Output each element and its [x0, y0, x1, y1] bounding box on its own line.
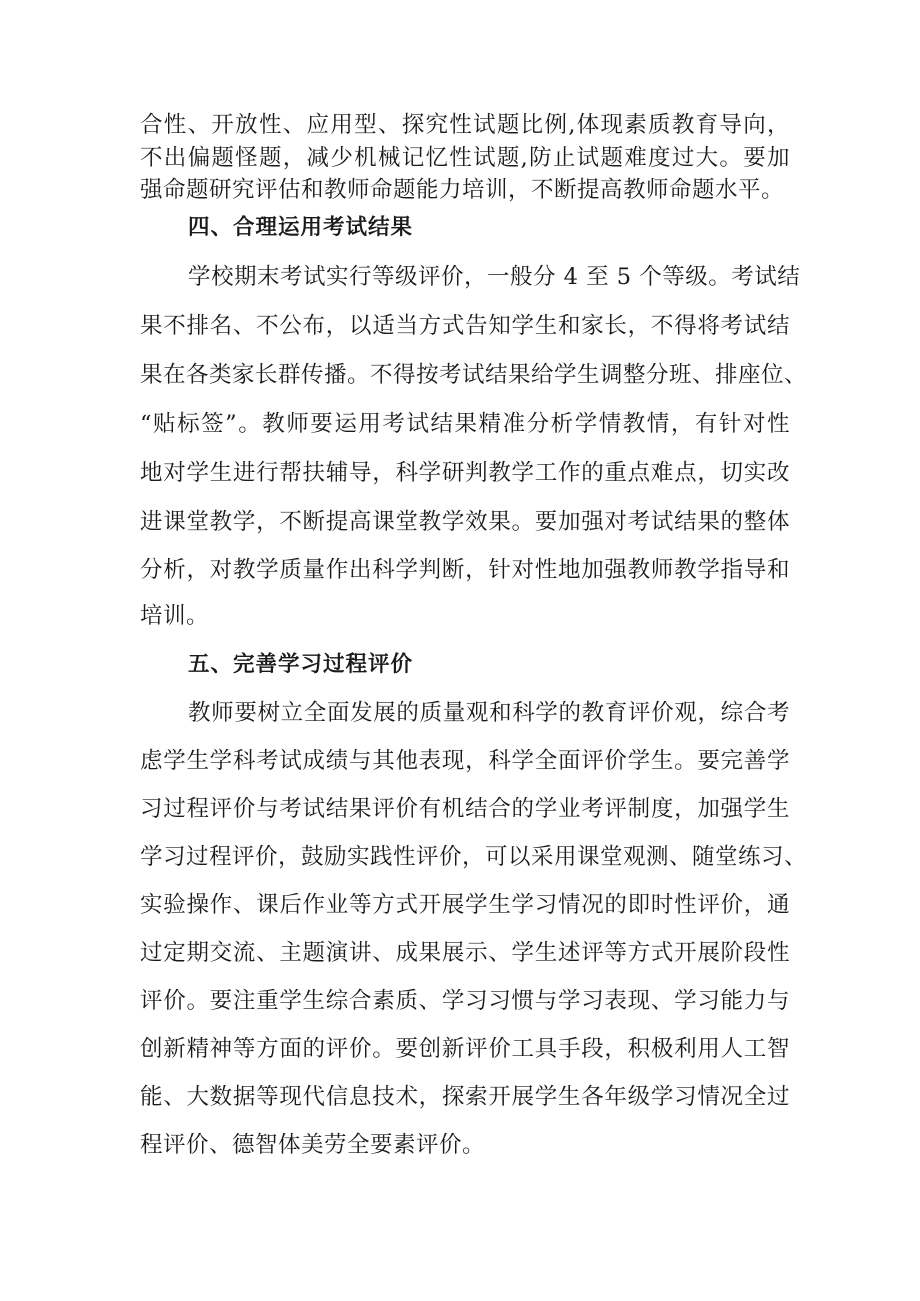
paragraph-line: 地对学生进行帮扶辅导，科学研判教学工作的重点难点，切实改	[140, 460, 790, 486]
paragraph-line: 实验操作、课后作业等方式开展学生学习情况的即时性评价，通	[140, 892, 790, 918]
section-heading-5: 五、完善学习过程评价	[188, 652, 414, 677]
paragraph-line: 培训。	[140, 603, 210, 629]
paragraph-line: 学校期末考试实行等级评价，一般分 4 至 5 个等级。考试结	[188, 264, 801, 290]
paragraph-line: 进课堂教学，不断提高课堂教学效果。要加强对考试结果的整体	[140, 509, 790, 535]
paragraph-line: 分析，对教学质量作出科学判断，针对性地加强教师教学指导和	[140, 557, 790, 583]
paragraph-line: 果在各类家长群传播。不得按考试结果给学生调整分班、排座位、	[140, 362, 808, 388]
paragraph-line: 果不排名、不公布，以适当方式告知学生和家长，不得将考试结	[140, 313, 790, 339]
paragraph-line: 习过程评价与考试结果评价有机结合的学业考评制度，加强学生	[140, 796, 790, 822]
section-heading-4: 四、合理运用考试结果	[188, 215, 414, 240]
paragraph-line: 合性、开放性、应用型、探究性试题比例,体现素质教育导向，	[140, 112, 790, 138]
paragraph-line: 强命题研究评估和教师命题能力培训，不断提高教师命题水平。	[140, 177, 785, 203]
paragraph-line: 教师要树立全面发展的质量观和科学的教育评价观，综合考	[188, 700, 790, 726]
paragraph-line: “贴标签”。教师要运用考试结果精准分析学情教情，有针对性	[140, 411, 790, 437]
paragraph-line: 学习过程评价，鼓励实践性评价，可以采用课堂观测、随堂练习、	[140, 844, 808, 870]
paragraph-line: 能、大数据等现代信息技术，探索开展学生各年级学习情况全过	[140, 1084, 790, 1110]
paragraph-line: 创新精神等方面的评价。要创新评价工具手段，积极利用人工智	[140, 1036, 790, 1062]
paragraph-line: 不出偏题怪题，减少机械记忆性试题,防止试题难度过大。要加	[140, 145, 790, 171]
paragraph-line: 评价。要注重学生综合素质、学习习惯与学习表现、学习能力与	[140, 988, 790, 1014]
paragraph-line: 过定期交流、主题演讲、成果展示、学生述评等方式开展阶段性	[140, 940, 790, 966]
paragraph-line: 虑学生学科考试成绩与其他表现，科学全面评价学生。要完善学	[140, 748, 790, 774]
paragraph-line: 程评价、德智体美劳全要素评价。	[140, 1132, 486, 1158]
